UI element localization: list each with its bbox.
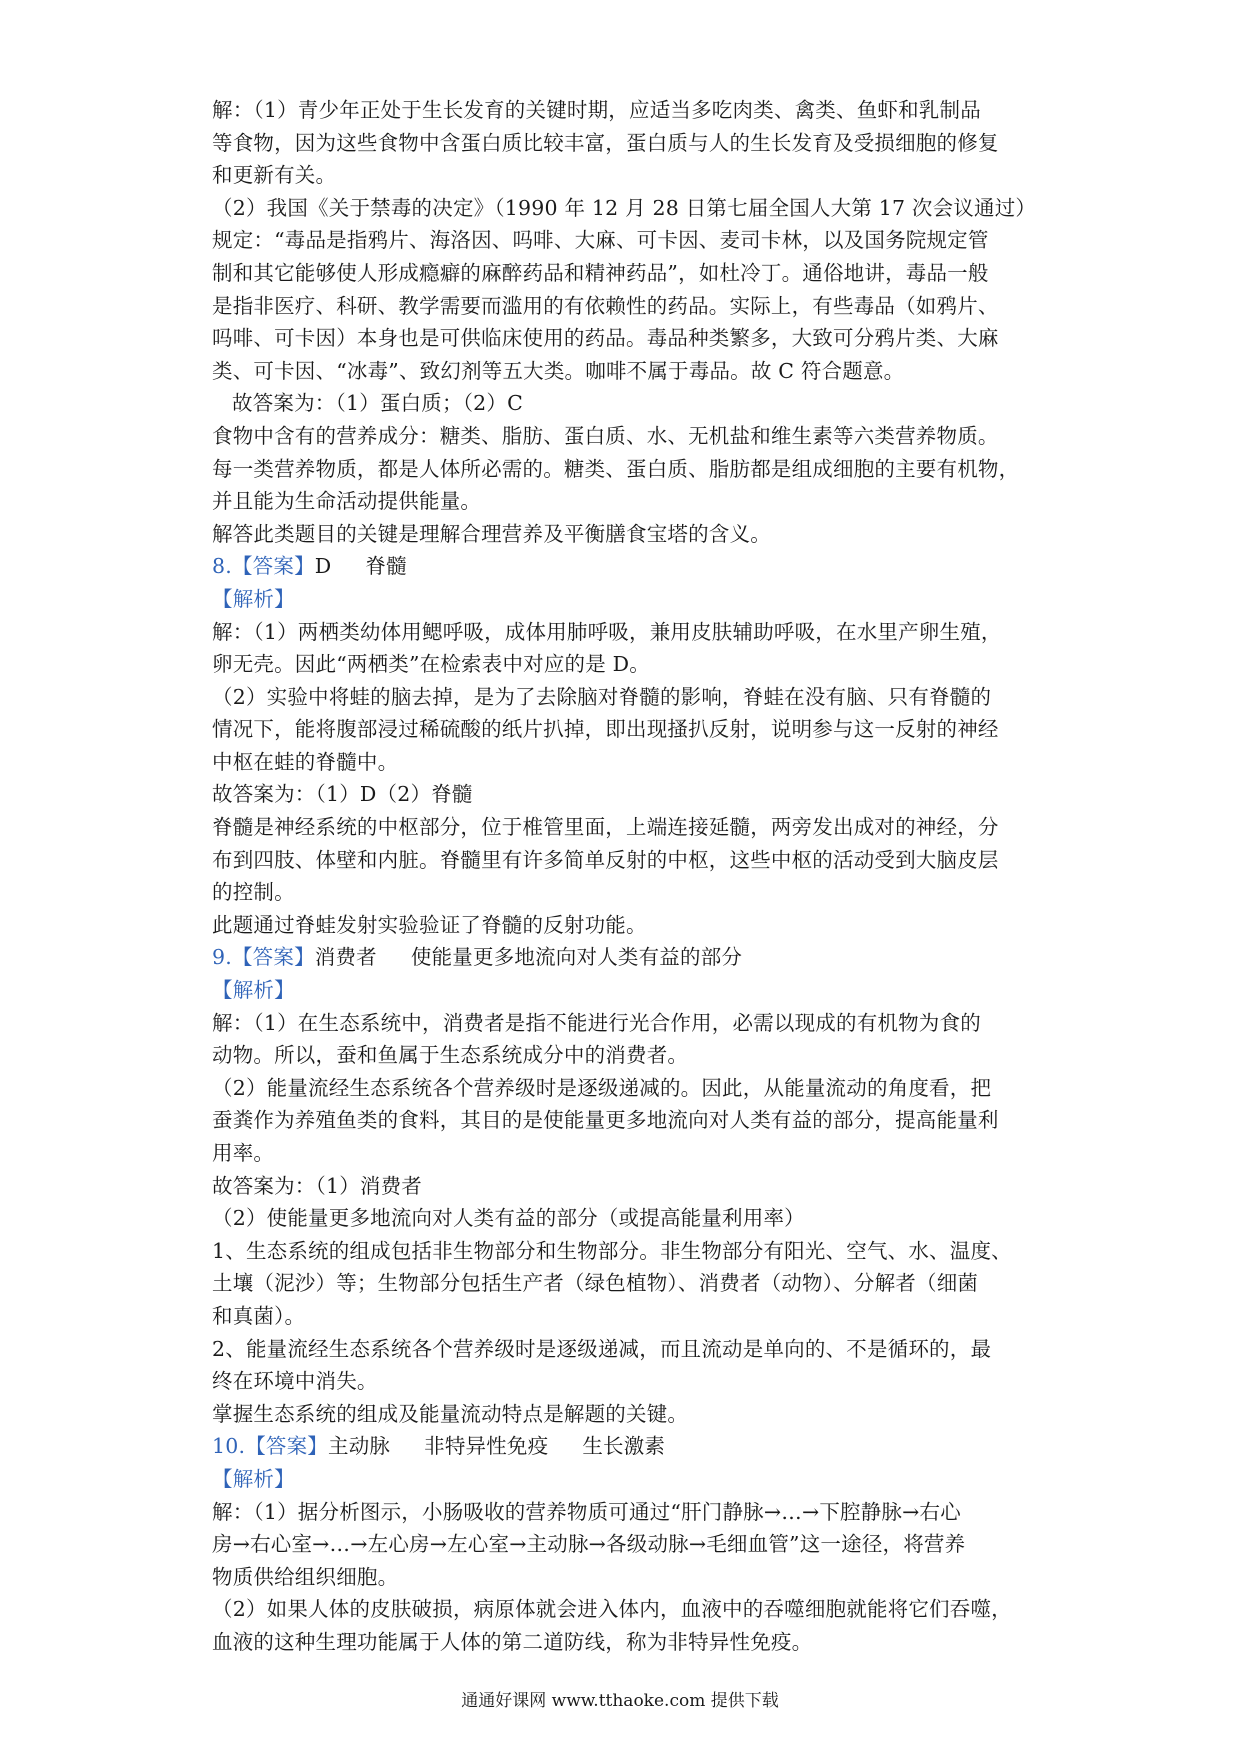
text-line: 每一类营养物质，都是人体所必需的。糖类、蛋白质、脂肪都是组成细胞的主要有机物， (212, 456, 1020, 481)
text-line: 故答案为：（1）消费者 (212, 1173, 422, 1198)
q9-analysis-tag: 【解析】 (212, 978, 295, 1003)
text-line: 解：（1）据分析图示，小肠吸收的营养物质可通过“肝门静脉→…→下腔静脉→右心 (212, 1499, 961, 1524)
text-line: 蚕粪作为养殖鱼类的食料，其目的是使能量更多地流向对人类有益的部分，提高能量利 (212, 1108, 999, 1133)
q9-number: 9. (212, 945, 232, 970)
text-line: 布到四肢、体壁和内脏。脊髓里有许多简单反射的中枢，这些中枢的活动受到大脑皮层 (212, 847, 999, 872)
q9-answer-tag: 【答案】 (231, 945, 315, 970)
page-footer: 通通好课网 www.tthaoke.com 提供下载 (461, 1691, 779, 1711)
text-line: 中枢在蛙的脊髓中。 (212, 749, 399, 774)
q10-answer-tag: 【答案】 (245, 1434, 329, 1459)
text-line: 解：（1）两栖类幼体用鳃呼吸，成体用肺呼吸，兼用皮肤辅助呼吸，在水里产卵生殖， (212, 619, 1002, 644)
text-line: 解：（1）在生态系统中，消费者是指不能进行光合作用，必需以现成的有机物为食的 (212, 1010, 981, 1035)
text-line: 土壤（泥沙）等；生物部分包括生产者（绿色植物）、消费者（动物）、分解者（细菌 (212, 1271, 979, 1296)
text-line: 房→右心室→…→左心房→左心室→主动脉→各级动脉→毛细血管”这一途径，将营养 (212, 1532, 966, 1557)
text-line: 制和其它能够使人形成瘾癖的麻醉药品和精神药品”，如杜冷丁。通俗地讲，毒品一般 (212, 260, 989, 285)
text-line: 和更新有关。 (212, 163, 337, 188)
q10-analysis-tag: 【解析】 (212, 1466, 295, 1491)
text-line: （2）能量流经生态系统各个营养级时是逐级递减的。因此，从能量流动的角度看，把 (212, 1075, 992, 1100)
q9-answer-a: 消费者 (314, 945, 377, 970)
text-line: 脊髓是神经系统的中枢部分，位于椎管里面，上端连接延髓，两旁发出成对的神经，分 (212, 815, 999, 840)
text-line: 类、可卡因、“冰毒”、致幻剂等五大类。咖啡不属于毒品。故 C 符合题意。 (212, 358, 905, 383)
q10-answer-a: 主动脉 (328, 1434, 391, 1459)
q9-answer-line (212, 941, 1042, 974)
text-line: 的控制。 (212, 880, 295, 905)
text-line: 故答案为：（1）蛋白质；（2）C (232, 391, 523, 416)
text-line: 用率。 (212, 1141, 275, 1165)
q8-answer-line (212, 550, 1042, 583)
text-line: 和真菌）。 (212, 1303, 306, 1328)
text-line: 规定：“毒品是指鸦片、海洛因、吗啡、大麻、可卡因、麦司卡林，以及国务院规定管 (212, 228, 989, 253)
text-line: （2）实验中将蛙的脑去掉，是为了去除脑对脊髓的影响，脊蛙在没有脑、只有脊髓的 (212, 684, 992, 709)
q8-answer-tag: 【答案】 (231, 554, 315, 579)
text-line: 情况下，能将腹部浸过稀硫酸的纸片扒掉，即出现搔扒反射，说明参与这一反射的神经 (212, 717, 999, 742)
text-line: 并且能为生命活动提供能量。 (212, 489, 482, 514)
document-body (212, 94, 1042, 1659)
q10-answer-b: 非特异性免疫 (424, 1434, 549, 1459)
text-line: 2、能量流经生态系统各个营养级时是逐级递减，而且流动是单向的、不是循环的，最 (212, 1336, 992, 1361)
text-line: 掌握生态系统的组成及能量流动特点是解题的关键。 (212, 1401, 689, 1426)
q8-analysis-tag: 【解析】 (212, 586, 295, 611)
q9-answer-b: 使能量更多地流向对人类有益的部分 (410, 945, 743, 970)
text-line: 血液的这种生理功能属于人体的第二道防线，称为非特异性免疫。 (212, 1629, 813, 1654)
q10-answer-c: 生长激素 (582, 1434, 666, 1459)
text-line: （2）使能量更多地流向对人类有益的部分（或提高能量利用率） (212, 1206, 805, 1231)
q8-answer-a: D (314, 554, 332, 579)
text-line: 是指非医疗、科研、教学需要而滥用的有依赖性的药品。实际上，有些毒品（如鸦片、 (212, 293, 999, 318)
text-line: 故答案为：（1）D（2）脊髓 (212, 782, 473, 807)
q8-answer-b: 脊髓 (365, 554, 407, 579)
text-line: 解答此类题目的关键是理解合理营养及平衡膳食宝塔的含义。 (212, 521, 771, 546)
q10-number: 10. (212, 1434, 246, 1459)
text-line: 动物。所以，蚕和鱼属于生态系统成分中的消费者。 (212, 1043, 689, 1068)
text-line: 终在环境中消失。 (212, 1369, 378, 1394)
text-line: （2）我国《关于禁毒的决定》（1990 年 12 月 28 日第七届全国人大第 17 次会议通过） (212, 195, 1037, 220)
text-line: 解：（1）青少年正处于生长发育的关键时期，应适当多吃肉类、禽类、鱼虾和乳制品 (212, 98, 981, 122)
text-line: 食物中含有的营养成分：糖类、脂肪、蛋白质、水、无机盐和维生素等六类营养物质。 (212, 423, 999, 448)
text-line: 此题通过脊蛙发射实验验证了脊髓的反射功能。 (212, 912, 647, 937)
text-line: 1、生态系统的组成包括非生物部分和生物部分。非生物部分有阳光、空气、水、温度、 (212, 1238, 1012, 1263)
q8-number: 8. (212, 554, 232, 579)
q10-answer-line (212, 1430, 1042, 1463)
text-line: 卵无壳。因此“两栖类”在检索表中对应的是 D。 (212, 652, 651, 677)
text-line: 吗啡、可卡因）本身也是可供临床使用的药品。毒品种类繁多，大致可分鸦片类、大麻 (212, 326, 999, 351)
text-line: （2）如果人体的皮肤破损，病原体就会进入体内，血液中的吞噬细胞就能将它们吞噬， (212, 1597, 1012, 1622)
text-line: 物质供给组织细胞。 (212, 1564, 399, 1589)
text-line: 等食物，因为这些食物中含蛋白质比较丰富，蛋白质与人的生长发育及受损细胞的修复 (212, 130, 999, 155)
